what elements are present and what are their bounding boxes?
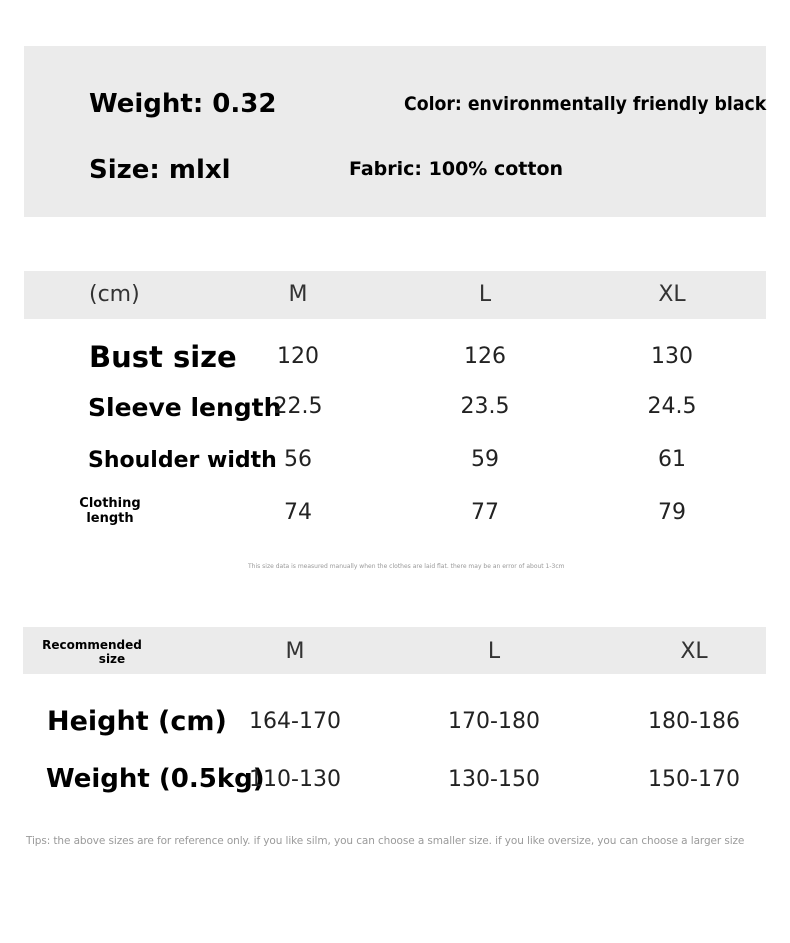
cell-weight-xl: 150-170 [648, 767, 740, 792]
row-label-height: Height (cm) [47, 706, 227, 737]
size-tips: Tips: the above sizes are for reference only. if you like silm, you can choose a smaller size. if you like oversize, you can choose a larger size [26, 835, 745, 847]
recommended-header-line1: Recommended [42, 638, 142, 652]
row-label-clothing-line2: length [86, 511, 134, 526]
cell-height-m: 164-170 [249, 709, 341, 734]
weight-info: Weight: 0.32 [89, 89, 277, 119]
cell-bust-m: 120 [277, 344, 319, 369]
cell-weight-m: 110-130 [249, 767, 341, 792]
row-label-bust: Bust size [89, 340, 237, 374]
cell-length-xl: 79 [658, 500, 686, 525]
recommend-col-l: L [487, 639, 501, 664]
cell-sleeve-m: 22.5 [273, 394, 323, 419]
fabric-info: Fabric: 100% cotton [349, 158, 564, 180]
cell-bust-l: 126 [464, 344, 506, 369]
cell-bust-xl: 130 [651, 344, 693, 369]
color-info: Color: environmentally friendly black [404, 93, 767, 115]
row-label-clothing-line1: Clothing [79, 496, 141, 511]
cell-length-l: 77 [471, 500, 499, 525]
cell-height-xl: 180-186 [648, 709, 740, 734]
row-label-sleeve: Sleeve length [88, 393, 282, 422]
size-col-xl: XL [658, 282, 686, 307]
size-col-l: L [478, 282, 492, 307]
recommend-col-xl: XL [680, 639, 708, 664]
size-info: Size: mlxl [89, 155, 231, 185]
row-label-shoulder: Shoulder width [88, 448, 277, 473]
cell-sleeve-l: 23.5 [460, 394, 510, 419]
row-label-clothing-length [74, 496, 146, 526]
cell-weight-l: 130-150 [448, 767, 540, 792]
cell-shoulder-m: 56 [284, 447, 312, 472]
recommended-header-line2: size [98, 652, 126, 666]
recommended-size-header [38, 638, 146, 666]
cell-sleeve-xl: 24.5 [647, 394, 697, 419]
unit-header: (cm) [89, 282, 140, 307]
cell-length-m: 74 [284, 500, 312, 525]
cell-height-l: 170-180 [448, 709, 540, 734]
product-info-panel [24, 46, 766, 217]
row-label-weight: Weight (0.5kg) [46, 764, 265, 794]
measurement-note: This size data is measured manually when the clothes are laid flat. there may be an error of about 1-3cm [248, 563, 565, 570]
cell-shoulder-l: 59 [471, 447, 499, 472]
recommend-col-m: M [285, 639, 305, 664]
cell-shoulder-xl: 61 [658, 447, 686, 472]
size-col-m: M [288, 282, 308, 307]
